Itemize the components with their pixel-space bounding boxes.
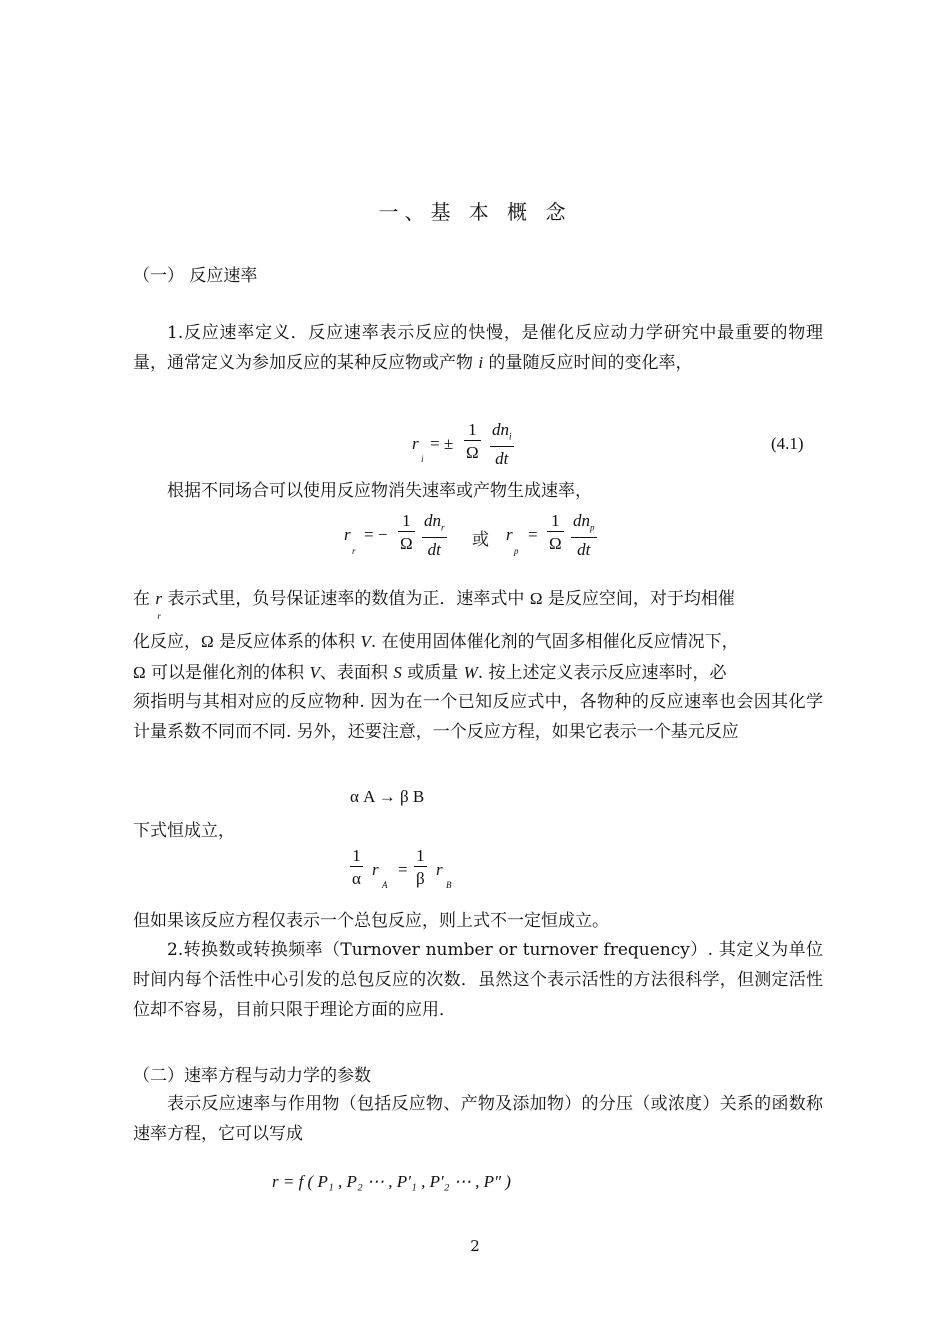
- p5-omega: Ω: [133, 663, 146, 682]
- definition-text: 反应速率表示反应的快慢，是催化反应动力学研究中最重要的物理量，通常定义为参加反应的某种反应物或产物: [133, 323, 823, 373]
- eq1-op: = ±: [430, 434, 454, 453]
- p5-d: 或质量: [407, 663, 459, 683]
- paragraph-species: 须指明与其相对应的反应物种. 因为在一个已知反应式中，各物种的反应速率也会因其化学计量系数不同而不同. 另外，还要注意，一个反应方程，如果它表示一个基元反应: [133, 692, 823, 742]
- eq2-frac2-den: dt: [427, 540, 441, 560]
- eq1-frac1: [464, 420, 481, 465]
- heading-rate-equation: （二）速率方程与动力学的参数: [133, 1066, 371, 1086]
- eq2-frac3-num: 1: [551, 511, 560, 530]
- eq4-frac2: [414, 846, 427, 891]
- equation-elementary-reaction: α A → β B: [350, 787, 425, 806]
- paragraph-omega-line2: [133, 627, 739, 652]
- p4-V: V: [360, 632, 371, 651]
- eq1-frac1-num: 1: [468, 420, 477, 439]
- eq4-r1-sub: A: [382, 880, 388, 890]
- eq4-frac2-den: β: [416, 869, 425, 888]
- sentence-overall-reaction: 但如果该反应方程仅表示一个总包反应，则上式不一定恒成立。: [133, 911, 609, 931]
- eq2-or: 或: [472, 530, 489, 549]
- equation-rate-function: r = f ( P₁ , P₂ ⋯ , P′₁ , P′₂ ⋯ , P″ ): [272, 1172, 511, 1191]
- heading-reaction-rate: （一） 反应速率: [133, 266, 258, 286]
- eq1-label: (4.1): [771, 434, 804, 453]
- eq2-frac3: [547, 511, 564, 556]
- definition-paragraph: [133, 318, 823, 378]
- p4-c: . 在使用固体催化剂的气固多相催化反应情况下，: [370, 632, 739, 652]
- sentence-rate-types: 根据不同场合可以使用反应物消失速率或产物生成速率，: [167, 481, 592, 501]
- eq4-frac1: [350, 846, 363, 891]
- eq4-frac1-num: 1: [352, 846, 361, 865]
- eq2-frac4-num: [571, 511, 597, 537]
- eq2-frac4-den: dt: [577, 540, 591, 560]
- eq2-frac1: [398, 511, 415, 556]
- sentence-always-holds: 下式恒成立，: [133, 821, 235, 841]
- section-title: 一、基 本 概 念: [378, 200, 572, 224]
- eq2-frac2: [422, 511, 447, 562]
- p3-a: 在: [133, 589, 150, 609]
- definition-label: 1.反应速率定义．: [167, 323, 309, 343]
- p5-V: V: [309, 663, 320, 682]
- eq2-frac1-num: 1: [402, 511, 411, 530]
- eq2-frac4-num-text: dn: [573, 511, 590, 530]
- eq1-frac1-den: Ω: [466, 443, 479, 462]
- eq2-lhs-sub: r: [352, 546, 356, 556]
- eq1-frac2: [490, 420, 514, 471]
- definition-var: i: [478, 353, 484, 372]
- eq4-r2-sub: B: [446, 880, 452, 890]
- p3-r: [155, 589, 163, 621]
- eq1-frac2-den: dt: [495, 449, 509, 469]
- p5-e: . 按上述定义表示反应速率时，必: [477, 663, 727, 683]
- eq1-lhs-sub: i: [421, 454, 424, 464]
- eq1-frac2-num-text: dn: [492, 420, 509, 439]
- eq1-frac2-num-sub: i: [509, 431, 512, 442]
- p3-b: 表示式里，负号保证速率的数值为正．速率式中: [167, 589, 525, 609]
- eq2-frac2-num-text: dn: [424, 511, 441, 530]
- p4-omega: Ω: [201, 632, 214, 651]
- eq2-op: = −: [364, 525, 388, 544]
- eq2-rhs: r: [506, 525, 513, 544]
- eq4-r2: r: [436, 860, 443, 879]
- paragraph-omega-line3: [133, 658, 727, 683]
- eq2-frac1-den: Ω: [400, 534, 413, 553]
- definition-tail: 的量随反应时间的变化率，: [488, 353, 693, 373]
- eq4-r1: r: [372, 860, 379, 879]
- p3-omega: Ω: [529, 589, 543, 608]
- p5-b: 可以是催化剂的体积: [151, 663, 305, 683]
- p3-c: 是反应空间，对于均相催: [547, 589, 735, 609]
- eq2-op2: =: [528, 525, 538, 544]
- p5-c: 、表面积: [319, 663, 388, 683]
- eq2-frac3-den: Ω: [549, 534, 562, 553]
- eq4-op: =: [398, 860, 408, 879]
- eq4-frac2-num: 1: [416, 846, 425, 865]
- p5-W: W: [463, 663, 478, 682]
- paragraph-rate-equation: 表示反应速率与作用物（包括反应物、产物及添加物）的分压（或浓度）关系的函数称速率方程，它可以写成: [133, 1094, 823, 1144]
- p5-S: S: [393, 663, 402, 682]
- eq1-lhs: r: [412, 434, 419, 453]
- p3-r-sub: r: [157, 611, 161, 621]
- eq1-frac2-num: [490, 420, 514, 446]
- p3-r-text: r: [155, 589, 163, 608]
- eq2-frac2-num: [422, 511, 447, 537]
- eq2-lhs: r: [344, 525, 351, 544]
- paragraph-omega-line1: [133, 584, 735, 621]
- eq2-rhs-sub: p: [514, 546, 519, 556]
- eq4-frac1-den: α: [352, 869, 361, 888]
- eq2-frac4: [571, 511, 597, 562]
- eq2-frac4-num-sub: p: [590, 522, 595, 533]
- page-number: 2: [470, 1237, 480, 1255]
- paragraph-turnover: 2.转换数或转换频率（Turnover number or turnover frequency）. 其定义为单位时间内每个活性中心引发的总包反应的次数．虽然这个表示活性的方法很科学，但测定活性位却不容易，目前只限于理论方面的应用．: [133, 940, 823, 1020]
- eq2-frac2-num-sub: r: [441, 522, 445, 533]
- p4-b: 是反应体系的体积: [219, 632, 356, 652]
- p4-a: 化反应，: [133, 632, 201, 652]
